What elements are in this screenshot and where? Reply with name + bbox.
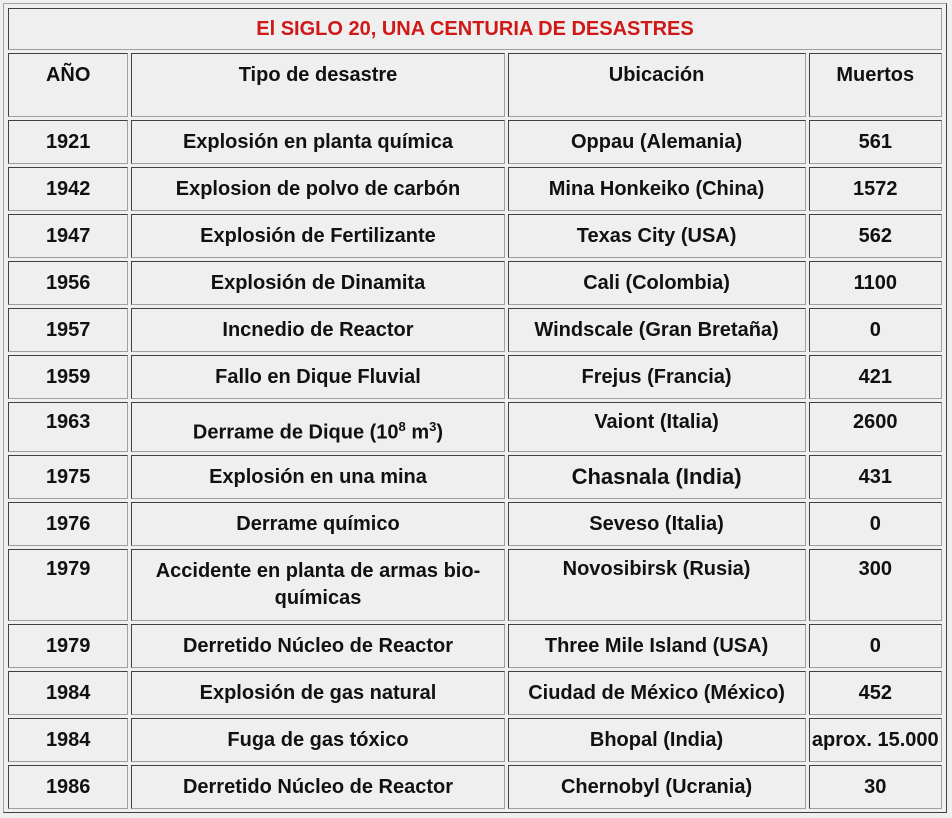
cell-location: Vaiont (Italia)	[508, 402, 806, 452]
cell-year: 1959	[8, 355, 128, 399]
cell-year: 1947	[8, 214, 128, 258]
cell-year: 1979	[8, 624, 128, 668]
cell-deaths: 30	[809, 765, 942, 809]
cell-location: Cali (Colombia)	[508, 261, 806, 305]
cell-deaths: 562	[809, 214, 942, 258]
exponent: 3	[429, 419, 437, 435]
cell-type: Explosión de gas natural	[131, 671, 504, 715]
cell-year: 1921	[8, 120, 128, 164]
table-row	[8, 455, 942, 499]
cell-location: Three Mile Island (USA)	[508, 624, 806, 668]
cell-type: Derretido Núcleo de Reactor	[131, 624, 504, 668]
cell-year: 1956	[8, 261, 128, 305]
cell-deaths: 561	[809, 120, 942, 164]
cell-deaths: 431	[809, 455, 942, 499]
table-row	[8, 261, 942, 305]
cell-deaths: 0	[809, 624, 942, 668]
table-row	[8, 502, 942, 546]
cell-year: 1957	[8, 308, 128, 352]
cell-type: Explosión de Fertilizante	[131, 214, 504, 258]
cell-deaths: 0	[809, 502, 942, 546]
disaster-table-frame	[3, 3, 947, 813]
table-row	[8, 167, 942, 211]
header-type: Tipo de desastre	[131, 53, 504, 117]
cell-year: 1942	[8, 167, 128, 211]
cell-deaths: 1572	[809, 167, 942, 211]
cell-type: Derretido Núcleo de Reactor	[131, 765, 504, 809]
table-row	[8, 355, 942, 399]
cell-type: Fallo en Dique Fluvial	[131, 355, 504, 399]
cell-deaths: 0	[809, 308, 942, 352]
cell-type: Fuga de gas tóxico	[131, 718, 504, 762]
cell-location: Ciudad de México (México)	[508, 671, 806, 715]
cell-location: Oppau (Alemania)	[508, 120, 806, 164]
cell-year: 1984	[8, 671, 128, 715]
header-row	[8, 53, 942, 117]
exponent: 8	[398, 419, 406, 435]
header-year: AÑO	[8, 53, 128, 117]
table-row	[8, 549, 942, 621]
cell-type: Accidente en planta de armas bio-químicas	[131, 549, 504, 621]
table-row	[8, 214, 942, 258]
cell-type: Incnedio de Reactor	[131, 308, 504, 352]
cell-location: Chasnala (India)	[508, 455, 806, 499]
cell-location: Novosibirsk (Rusia)	[508, 549, 806, 621]
cell-year: 1963	[8, 402, 128, 452]
cell-year: 1975	[8, 455, 128, 499]
cell-deaths: 1100	[809, 261, 942, 305]
cell-location: Chernobyl (Ucrania)	[508, 765, 806, 809]
cell-year: 1984	[8, 718, 128, 762]
table-title: El SIGLO 20, UNA CENTURIA DE DESASTRES	[8, 8, 942, 50]
header-deaths: Muertos	[809, 53, 942, 117]
cell-type-text: )	[436, 421, 444, 444]
cell-location: Texas City (USA)	[508, 214, 806, 258]
cell-type: Explosión en planta química	[131, 120, 504, 164]
disaster-table	[5, 5, 945, 812]
cell-type	[131, 402, 504, 452]
cell-type: Explosión en una mina	[131, 455, 504, 499]
cell-location: Bhopal (India)	[508, 718, 806, 762]
table-row	[8, 765, 942, 809]
cell-deaths: 452	[809, 671, 942, 715]
cell-type: Explosión de Dinamita	[131, 261, 504, 305]
cell-deaths: aprox. 15.000	[809, 718, 942, 762]
table-row	[8, 624, 942, 668]
cell-deaths: 421	[809, 355, 942, 399]
table-row	[8, 120, 942, 164]
cell-type-text: m	[405, 421, 430, 444]
table-row	[8, 718, 942, 762]
cell-year: 1986	[8, 765, 128, 809]
cell-location: Seveso (Italia)	[508, 502, 806, 546]
header-location: Ubicación	[508, 53, 806, 117]
cell-year: 1979	[8, 549, 128, 621]
table-row	[8, 671, 942, 715]
table-row	[8, 402, 942, 452]
cell-year: 1976	[8, 502, 128, 546]
title-row	[8, 8, 942, 50]
cell-deaths: 300	[809, 549, 942, 621]
cell-type: Explosion de polvo de carbón	[131, 167, 504, 211]
cell-location: Windscale (Gran Bretaña)	[508, 308, 806, 352]
cell-deaths: 2600	[809, 402, 942, 452]
table-row	[8, 308, 942, 352]
cell-type: Derrame químico	[131, 502, 504, 546]
cell-location: Mina Honkeiko (China)	[508, 167, 806, 211]
cell-location: Frejus (Francia)	[508, 355, 806, 399]
cell-type-text: Derrame de Dique (10	[192, 421, 399, 444]
